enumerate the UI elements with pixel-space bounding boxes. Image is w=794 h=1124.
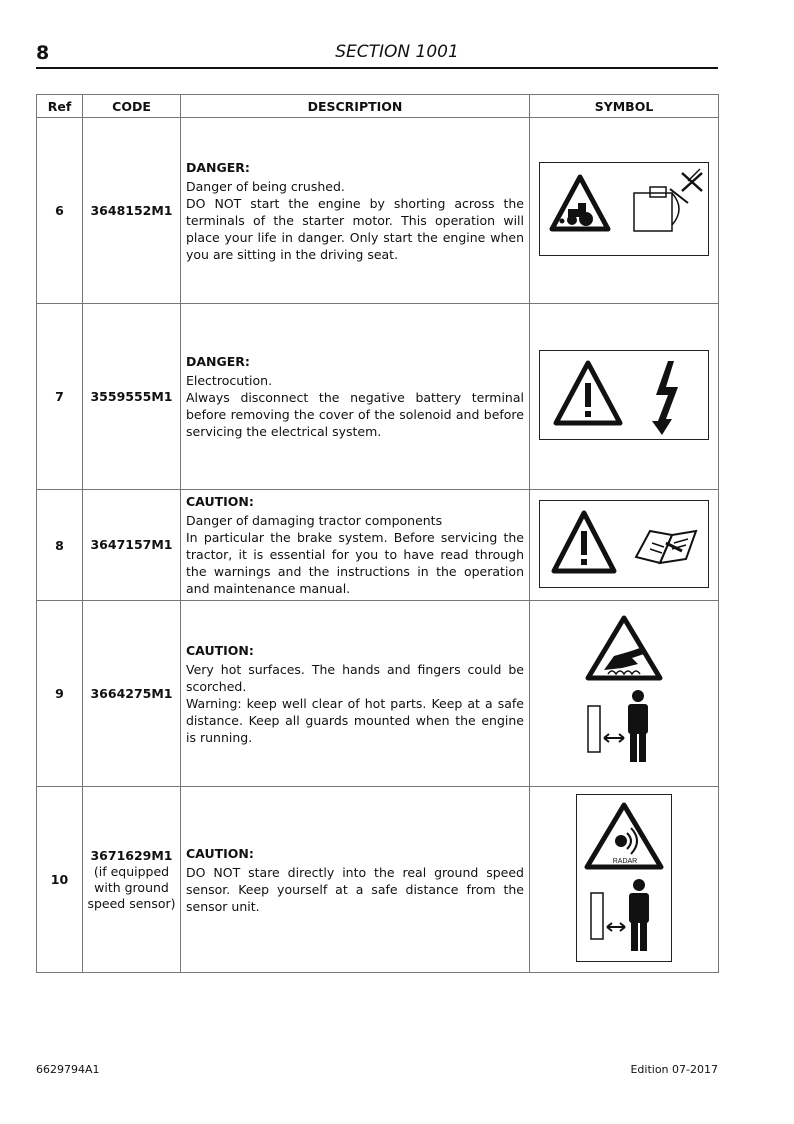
radar-label: RADAR [612,858,638,865]
description-line: Warning: keep well clear of hot parts. Keep at a safe distance. Keep all guards mounted when the engine is running. [186,695,524,745]
table-row [37,304,719,490]
warning-decal [576,794,672,962]
ref-cell: 8 [37,490,83,601]
crush-warning-icon [552,177,608,229]
symbol-cell [530,304,719,490]
description-cell [181,118,530,304]
warning-decal [539,350,709,440]
table-row [37,787,719,973]
description-heading: CAUTION: [186,845,254,861]
ref-cell: 7 [37,304,83,490]
description-line: Electrocution. [186,373,273,388]
symbol-cell [530,787,719,973]
section-title: SECTION 1001 [335,42,459,62]
document-number: 6629794A1 [36,1063,100,1076]
header-rule [36,67,718,69]
description-line: Always disconnect the negative battery terminal before removing the cover of the solenoid and before servicing the electrical system. [186,390,524,439]
ref-cell: 9 [37,601,83,787]
manual-book-icon [636,531,696,563]
column-header-ref: Ref [37,95,83,118]
starter-motor-shorting-icon [634,169,702,231]
symbol-cell [530,601,719,787]
warning-icon [554,513,614,571]
description-heading: CAUTION: [186,494,254,509]
description-line: Danger of being crushed. [186,178,345,194]
table-row [37,490,719,601]
description-heading: DANGER: [186,354,250,369]
safe-distance-icon [588,690,648,762]
radar-sensor-warning-icon [587,805,661,867]
code-cell: 3648152M1 [83,118,181,304]
warning-icon [556,363,620,423]
description-line: Very hot surfaces. The hands and fingers could be scorched. [186,661,524,694]
column-header-symbol: SYMBOL [530,95,719,118]
code-cell: 3559555M1 [83,304,181,490]
description-heading: DANGER: [186,159,250,175]
edition-label: Edition 07-2017 [630,1063,718,1076]
table-row [37,601,719,787]
safety-labels-table [36,94,719,973]
hot-surface-hand-icon [588,618,660,678]
description-heading: CAUTION: [186,642,254,658]
description-line: DO NOT stare directly into the real ground speed sensor. Keep yourself at a safe distance from the sensor unit. [186,864,524,914]
warning-decal [539,500,709,588]
code-cell [83,787,181,973]
description-line: DO NOT start the engine by shorting across the terminals of the starter motor. This operation will place your life in danger. Only start the engine when you are sitting in the driving seat. [186,195,524,262]
warning-decal [574,612,674,772]
description-cell [181,304,530,490]
symbol-cell [530,490,719,601]
description-line: Danger of damaging tractor components [186,513,443,528]
safe-distance-icon [591,879,649,951]
lightning-bolt-icon [652,361,678,435]
description-cell [181,787,530,973]
description-cell [181,490,530,601]
code-cell: 3647157M1 [83,490,181,601]
ref-cell: 10 [37,787,83,973]
code-note: (if equipped with ground speed sensor) [87,863,176,911]
table-header-row [37,95,719,118]
ref-cell: 6 [37,118,83,304]
column-header-description: DESCRIPTION [181,95,530,118]
table-row [37,118,719,304]
code-value: 3671629M1 [90,847,173,863]
description-line: In particular the brake system. Before servicing the tractor, it is essential for you to have read through the warnings and the instructions in the operation and maintenance manual. [186,530,524,596]
column-header-code: CODE [83,95,181,118]
page-number: 8 [36,42,50,64]
description-cell [181,601,530,787]
symbol-cell [530,118,719,304]
warning-decal [539,162,709,256]
code-cell: 3664275M1 [83,601,181,787]
